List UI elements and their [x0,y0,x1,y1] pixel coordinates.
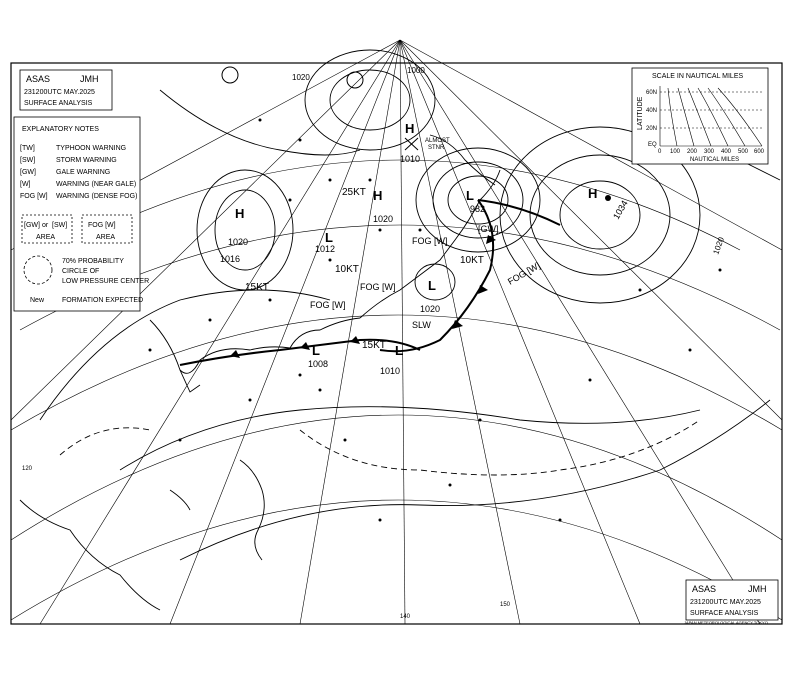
slw-label: SLW [412,320,431,330]
fog-label-4: FOG [W] [506,260,542,287]
isobar-label-1020: 1020 [292,73,310,82]
legend-text-sw: STORM WARNING [56,157,117,164]
legend-area2-area: AREA [96,234,116,241]
low-center-5: L [312,343,320,358]
footer-subtitle: SURFACE ANALYSIS [690,610,759,617]
scale-box [632,68,768,164]
legend-area1-area: AREA [36,234,56,241]
almost-label: ALMOST [425,138,450,144]
scale-ylabel: LATITUDE [637,96,644,130]
isobar-label-1000: 1000 [407,66,425,75]
scale-nm-600: 600 [754,149,765,155]
legend-circle-line1: 70% PROBABILITY [62,258,124,265]
low-center-1: L [466,188,474,203]
legend-area1-gw: [GW] [24,222,40,229]
legend-area2-fog: FOG [W] [88,222,116,229]
wind-label-1: 25KT [342,187,366,198]
footer-datetime: 231200UTC MAY.2025 [690,599,761,606]
scale-lat-40: 40N [646,108,658,114]
low-center-1-pressure: 982 [470,204,486,214]
high-center-1: H [235,206,245,221]
low-center-3-pressure: 1012 [315,244,336,254]
stnr-label: STNR [428,145,445,151]
legend-code-fog: FOG [W] [20,193,48,200]
legend-text-fog: WARNING (DENSE FOG) [56,193,138,200]
legend-code-sw: [SW] [20,157,36,164]
legend-new-text: FORMATION EXPECTED [62,297,144,304]
legend-code-gw: [GW] [20,169,36,176]
legend-title: EXPLANATORY NOTES [22,126,99,133]
high-center-2: H [373,188,383,203]
header-title: ASAS [26,74,51,84]
isobar-label-a: 1020 [711,235,726,256]
wind-label-5: 15KT [362,340,386,351]
scale-nm-100: 100 [670,149,681,155]
wind-label-4: 10KT [460,255,484,266]
scale-lat-eq: EQ [648,142,657,148]
wind-label-3: 10KT [335,264,359,275]
header-box [20,70,112,110]
legend-code-tw: [TW] [20,145,35,152]
gale-warning-label: [GW] [478,224,499,234]
wind-label-2: 15KT [245,282,269,293]
header-datetime: 231200UTC MAY.2025 [24,89,95,96]
lat-120: 120 [22,466,33,472]
isobar-label-b: 1010 [400,154,421,164]
low-center-2: L [428,278,436,293]
legend-code-w: [W] [20,181,31,188]
low-center-4-pressure: 1010 [380,366,401,376]
legend-text-gw: GALE WARNING [56,169,111,176]
isobar-label-c: 1016 [220,254,241,264]
footer-box [684,580,778,625]
scale-nm-300: 300 [704,149,715,155]
high-center-3: H [405,121,415,136]
legend-circle-line3: LOW PRESSURE CENTER [62,278,150,285]
high-east: H [588,186,598,201]
footer-agency: JMH [748,584,767,594]
header-subtitle: SURFACE ANALYSIS [24,100,93,107]
high-center-1-pressure: 1020 [228,237,249,247]
scale-lat-20: 20N [646,126,658,132]
header-agency: JMH [80,74,99,84]
legend-new-label: New [30,297,45,304]
scale-lat-60: 60N [646,90,658,96]
footer-title: ASAS [692,584,717,594]
fog-label-2: FOG [W] [360,282,396,292]
meridian-140: 140 [400,614,411,620]
low-center-2-pressure: 1020 [420,304,441,314]
high-east-pressure: 1034 [611,198,630,221]
low-center-5-pressure: 1008 [308,359,329,369]
scale-title: SCALE IN NAUTICAL MILES [652,73,744,80]
scale-nm-500: 500 [738,149,749,155]
scale-xlabel: NAUTICAL MILES [690,157,740,163]
legend-box [14,117,149,311]
legend-area1-or: or [42,222,49,229]
legend-circle-line2: CIRCLE OF [62,268,100,275]
legend-area1-sw: [SW] [52,222,68,229]
low-center-3: L [325,230,333,245]
footer-publisher: JAPAN METEOROLOGICAL AGENCY TOKYO [684,620,768,625]
legend-text-tw: TYPHOON WARNING [56,145,127,152]
meridian-150: 150 [500,602,511,608]
scale-nm-200: 200 [687,149,698,155]
legend-text-w: WARNING (NEAR GALE) [56,181,137,188]
scale-nm-400: 400 [721,149,732,155]
fog-label-1: FOG [W] [412,236,448,246]
scale-nm-0: 0 [658,149,662,155]
high-center-2-pressure: 1020 [373,214,394,224]
fog-label-3: FOG [W] [310,300,346,310]
low-center-4: L [395,343,403,358]
